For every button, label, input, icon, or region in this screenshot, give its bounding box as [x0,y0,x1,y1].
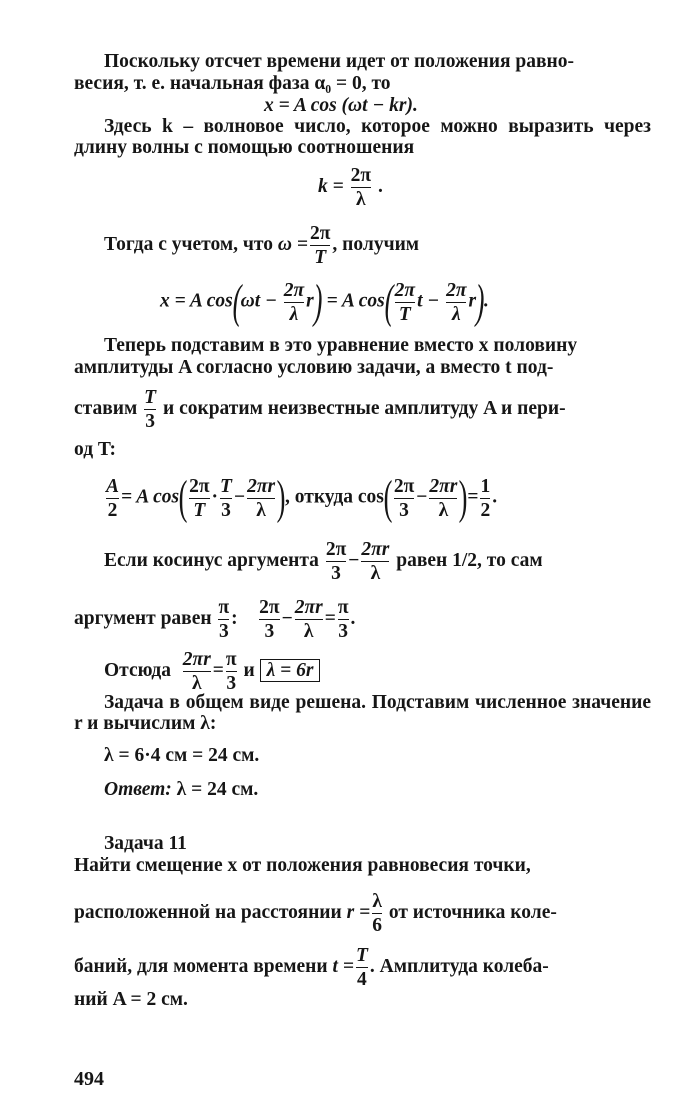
answer-label: Ответ: [104,779,172,800]
answer [104,780,258,800]
solved-paragraph: Задача в общем виде решена. Подставим численное значение r и вычислим λ: [74,692,651,734]
argument-line: аргумент равен $\frac{\pi}{3}$ : $\frac{2\pi}{3}$ − $\frac{2\pi r}{\lambda}$ = $\frac{\pi}{3}$ . [74,597,356,642]
intro-line-1: Поскольку отсчет времени идет от положения равно- [104,51,574,72]
equation-1: x = A cos (ωt − kr). [264,95,418,116]
task-11-line-2: расположенной на расстоянии r = $\frac{\lambda}{6}$ от источника коле- [74,891,557,936]
equation-2: x = A cos(ωt − $\frac{2\pi}{\lambda}$ r) = A cos( $\frac{2\pi}{T}$ t − $\frac{2\pi}{\lambda}$ r). [160,275,489,328]
task-11-title: Задача 11 [104,833,187,854]
hence-line: Отсюда $\frac{2\pi r}{\lambda}$ = $\frac{\pi}{3}$ и λ = 6r [104,648,320,695]
calculation: λ = 6·4 см = 24 см. [104,745,260,766]
task-11-line-1: Найти смещение x от положения равновесия точки, [74,855,531,876]
boxed-result: λ = 6r [260,659,321,682]
intro-line-2: весия, т. е. начальная фаза α₀ = 0, то [74,73,391,94]
wave-number-paragraph: Здесь k – волновое число, которое можно выразить через длину волны с помощью соотношения [74,116,651,158]
substitute-line-2: амплитуды A согласно условию задачи, а вместо t под- [74,357,554,378]
task-11-line-4: ний A = 2 см. [74,989,188,1010]
substitute-line-4: од T: [74,439,116,460]
task-11-line-3: баний, для момента времени t = $\frac{T}{4}$ . Амплитуда колеба- [74,945,549,990]
substitute-line-1: Теперь подставим в это уравнение вместо x половину [104,335,578,356]
cosine-line: Если косинус аргумента $\frac{2\pi}{3}$ − $\frac{2\pi r}{\lambda}$ равен 1/2, то сам [104,539,543,584]
substitute-line-3: ставим $\frac{T}{3}$ и сократим неизвестные амплитуду A и пери- [74,387,566,432]
wave-number-formula: k = $\frac{2\pi}{\lambda}$ . [318,165,383,210]
page-number: 494 [74,1068,104,1090]
omega-line: Тогда с учетом, что ω = $\frac{2\pi}{T}$ , получим [104,223,420,268]
answer-value: λ = 24 см. [176,779,259,800]
equation-3: $\frac{A}{2}$ = A cos( $\frac{2\pi}{T}$ · $\frac{T}{3}$ − $\frac{2\pi r}{\lambda}$ ), откуда cos( $\frac{2\pi}{3}$ − $\frac{2\pi r}{\lambda}$ )= $\frac{1}{2}$ . [106,471,498,524]
